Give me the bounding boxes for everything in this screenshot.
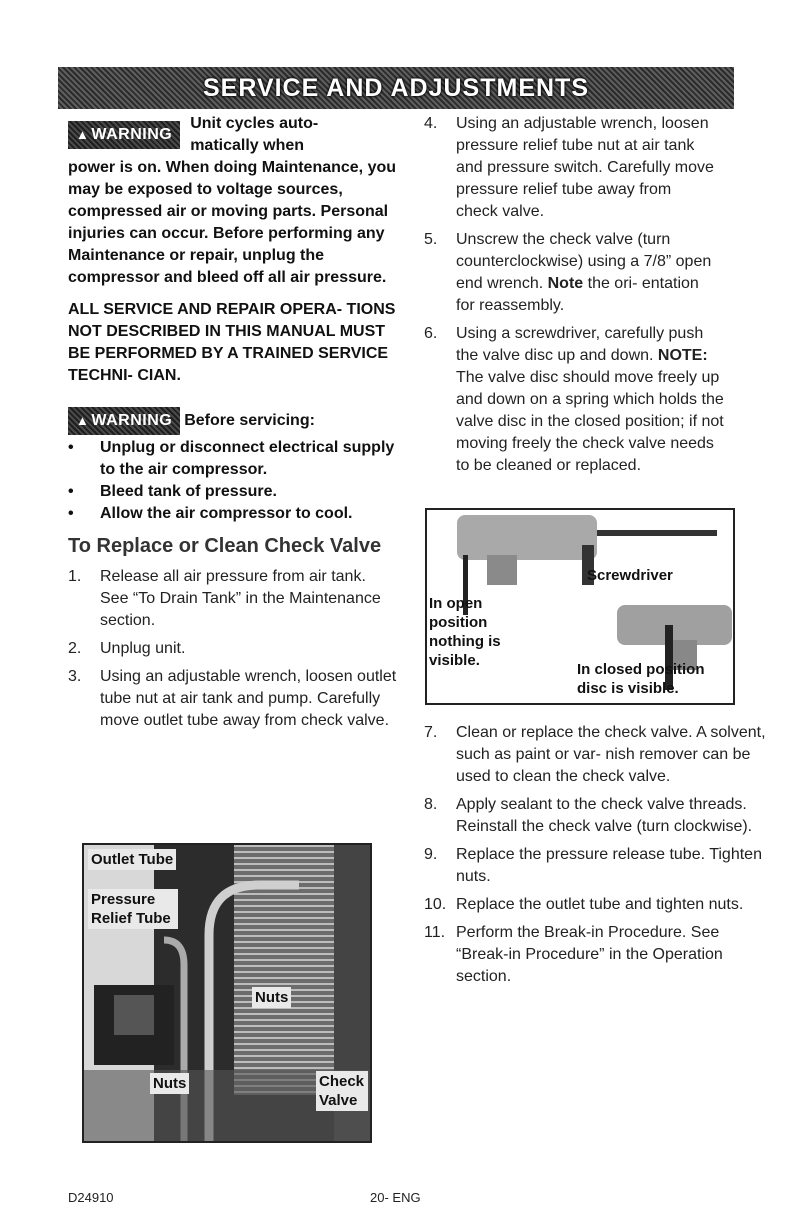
pressure-relief-tube-label: Pressure Relief Tube: [88, 889, 178, 929]
page-number: 20- ENG: [370, 1190, 421, 1205]
list-item: 2. Unplug unit.: [68, 640, 186, 657]
list-item: 8. Apply sealant to the check valve threads. Reinstall the check valve (turn clockwise).: [424, 796, 753, 835]
warning1-lead: Unit cycles auto- matically when: [190, 115, 319, 154]
doc-id: D24910: [68, 1190, 114, 1205]
banner-title: SERVICE AND ADJUSTMENTS: [202, 73, 589, 102]
open-position-label: In open position nothing is visible.: [429, 595, 501, 669]
check-valve-photo: [425, 508, 735, 705]
service-notice: ALL SERVICE AND REPAIR OPERA- TIONS NOT DESCRIBED IN THIS MANUAL MUST BE PERFORMED BY A TRAINED SERVICE TECHNI- CIAN.: [68, 301, 396, 384]
warning-badge: ▲ WARNING: [68, 121, 180, 149]
outlet-tube-label: Outlet Tube: [88, 849, 176, 870]
list-item: • Allow the air compressor to cool.: [68, 503, 398, 525]
list-item: 3. Using an adjustable wrench, loosen outlet tube nut at air tank and pump. Carefully move outlet tube away from check valve.: [68, 668, 397, 729]
list-item: 7. Clean or replace the check valve. A solvent, such as paint or var- nish remover can be used to clean the check valve.: [424, 724, 766, 785]
list-item: 10. Replace the outlet tube and tighten nuts.: [424, 896, 744, 913]
precaution-list: [68, 437, 398, 525]
steps-list-left: [68, 566, 398, 732]
warning-block-2: [68, 407, 398, 525]
section-title: To Replace or Clean Check Valve: [68, 535, 382, 557]
list-item: 6. Using a screwdriver, carefully push the valve disc up and down. NOTE: The valve disc should move freely up and down on a spring which holds the valve disc in the closed position; if not moving freely the check valve needs to be cleaned or replaced.: [424, 325, 724, 474]
section-banner: [58, 67, 734, 109]
screwdriver-label: Screwdriver: [587, 567, 673, 584]
outlet-tube-photo: [82, 843, 372, 1143]
list-item: 5. Unscrew the check valve (turn counterclockwise) using a 7/8” open end wrench. Note the ori- entation for reassembly.: [424, 231, 712, 314]
nuts-label-upper: Nuts: [252, 987, 291, 1008]
left-column: [68, 113, 398, 738]
warning-badge: ▲ WARNING: [68, 407, 180, 435]
warning-block-1: [68, 113, 398, 289]
steps-list-right-b: [424, 722, 784, 988]
closed-position-label: In closed position disc is visible.: [577, 661, 705, 697]
warning2-lead: Before servicing:: [184, 412, 315, 429]
right-column: [424, 113, 784, 483]
list-item: 4. Using an adjustable wrench, loosen pressure relief tube nut at air tank and pressure switch. Carefully move pressure relief tube away from check valve.: [424, 115, 714, 220]
warning-triangle-icon: ▲: [76, 413, 90, 428]
list-item: • Bleed tank of pressure.: [68, 481, 398, 503]
list-item: 1. Release all air pressure from air tank. See “To Drain Tank” in the Maintenance section.: [68, 568, 381, 629]
nuts-label-lower: Nuts: [150, 1073, 189, 1094]
check-valve-label: Check Valve: [316, 1071, 368, 1111]
list-item: 11. Perform the Break-in Procedure. See “Break-in Procedure” in the Operation section.: [424, 924, 723, 985]
steps-list-right-a: [424, 113, 784, 477]
right-column-lower: [424, 722, 784, 994]
list-item: 9. Replace the pressure release tube. Tighten nuts.: [424, 846, 762, 885]
warning1-body: power is on. When doing Maintenance, you may be exposed to voltage sources, compressed air or moving parts. Personal injuries can occur. Before performing any Maintenance or repair, unplug the compressor and bleed off all air pressure.: [68, 159, 397, 286]
warning-triangle-icon: ▲: [76, 127, 90, 142]
list-item: • Unplug or disconnect electrical supply to the air compressor.: [68, 437, 398, 481]
